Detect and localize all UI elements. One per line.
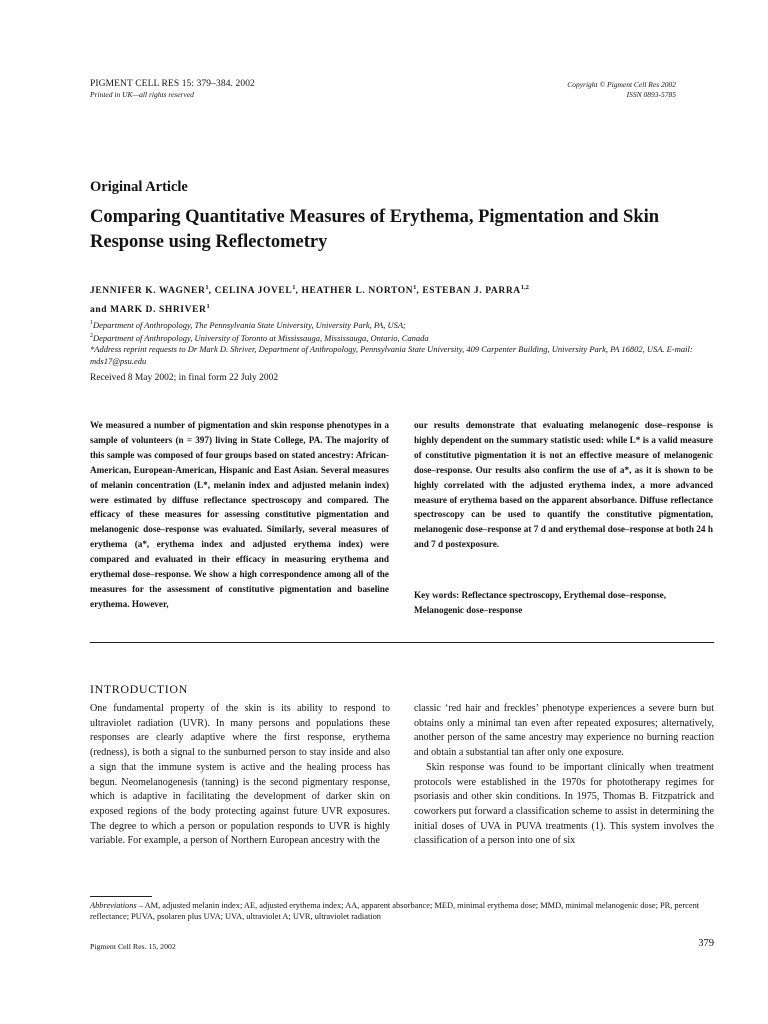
introduction-column-left: One fundamental property of the skin is its ability to respond to ultraviolet radiation (UVR). In many persons and populations these responses are clearly adaptive where the first response, erythema (redness), is both a signal to the sunburned person to stay inside and also a sign that the immune system is active and the healing process has begun. Neomelanogenesis (tanning) is the second pigmentary response, which is adaptive in facilitating the development of darker skin on exposed regions of the body protecting against future UVR exposures. The degree to which a person or population responds to UVR is highly variable. For example, a person of Northern European ancestry with the	[90, 703, 390, 847]
running-header-left	[90, 78, 410, 100]
received-dates: Received 8 May 2002; in final form 22 July 2002	[90, 373, 279, 383]
article-title	[90, 205, 690, 255]
footnote-label: Abbreviations	[90, 901, 137, 910]
affiliations	[90, 318, 718, 367]
author-list	[90, 280, 710, 318]
section-divider	[90, 642, 714, 643]
title-line-2: Response using Reflectometry	[90, 232, 328, 252]
footnote-text: – AM, adjusted melanin index; AE, adjusted erythema index; AA, apparent absorbance; MED, minimal erythema dose; MMD, minimal melanogenic dose; PR, percent reflectance; PUVA, psolaren plus UVA; UVA, ultraviolet A; UVR, ultraviolet radiation	[90, 901, 700, 922]
introduction-column-right	[414, 702, 714, 849]
author-conjunction: and	[90, 305, 108, 316]
author-affil-marker: 1	[206, 303, 210, 311]
section-heading-introduction: INTRODUCTION	[90, 682, 188, 696]
issn-note: ISSN 0893-5785	[626, 90, 676, 99]
footer-journal: Pigment Cell Res. 15, 2002	[90, 942, 176, 951]
author-name: CELINA JOVEL	[214, 286, 293, 297]
running-header-right	[440, 80, 676, 100]
footnote-divider	[90, 896, 152, 897]
article-type: Original Article	[90, 179, 188, 195]
author-name: HEATHER L. NORTON	[301, 286, 414, 297]
abstract-column-right: our results demonstrate that evaluating melanogenic dose–response is highly dependent on the summary statistic used: while L* is a valid measure of constitutive pigmentation it is not an effective measure of melanogenic dose–response. Our results also confirm the use of a*, as it is shown to be highly correlated with the adjusted erythema index, a more advanced measure of erythema based on the apparent absorbance. Diffuse reflectance spectroscopy can be used to quantify the constitutive pigmentation, melanogenic dose–response at 7 d and erythemal dose–response at both 24 h and 7 d postexposure.	[414, 420, 713, 550]
paragraph: classic ‘red hair and freckles’ phenotype experiences a severe burn but obtains only a minimal tan even after repeated exposures; alternatively, another person of the same ancestry may experience no burning reaction and obtain a substantial tan after only one exposure.	[414, 703, 714, 759]
author-name: MARK D. SHRIVER	[110, 305, 207, 316]
abstract-column-left: We measured a number of pigmentation and skin response phenotypes in a sample of volunteers (n = 397) living in State College, PA. The majority of this sample was composed of four groups based on stated ancestry: African-American, European-American, Hispanic and East Asian. Several measures of melanin concentration (L*, melanin index and adjusted melanin index) were estimated by diffuse reflectance spectroscopy and compared. The efficacy of these measures for assessing constitutive pigmentation and melanogenic dose–response was evaluated. Similarly, several measures of erythema (a*, erythema index and adjusted erythema index) were compared and evaluated in their efficacy in measuring erythema and erythemal dose–response. We show a high correspondence among all of the measures for the assessment of constitutive pigmentation and baseline erythema. However,	[90, 420, 389, 609]
journal-citation: PIGMENT CELL RES 15: 379–384. 2002	[90, 79, 255, 89]
author-name: ESTEBAN J. PARRA	[422, 286, 521, 297]
author-line-1: JENNIFER K. WAGNER$^1$, CELINA JOVEL$^1$, HEATHER L. NORTON$^1$, ESTEBAN J. PARRA$^{1,2}$	[90, 284, 529, 297]
author-line-2	[90, 299, 710, 318]
copyright-note: Copyright © Pigment Cell Res 2002	[567, 80, 676, 89]
author-affil-marker: 1,2	[520, 284, 529, 291]
author-affil-marker: 1	[205, 284, 209, 291]
author-affil-marker: 1	[413, 284, 417, 291]
author-affil-marker: 1	[292, 284, 296, 291]
title-line-1: Comparing Quantitative Measures of Erythema, Pigmentation and Skin	[90, 207, 660, 227]
keywords: Key words: Reflectance spectroscopy, Erythemal dose–response, Melanogenic dose–response	[414, 590, 667, 615]
paragraph: Skin response was found to be important clinically when treatment protocols were established in the 1970s for phototherapy regimes for psoriasis and other skin conditions. In 1975, Thomas B. Fitzpatrick and coworkers put forward a classification scheme to assist in determining the initial doses of UVA in PUVA treatments (1). This system involves the classification of a person into one of six	[414, 761, 714, 847]
affiliation-2: $^2$Department of Anthropology, University of Toronto at Mississauga, Mississauga, Ontario, Canada	[90, 333, 429, 344]
correspondence-note: *Address reprint requests to Dr Mark D. Shriver, Department of Anthropology, Pennsylvania State University, 409 Carpenter Building, University Park, PA 16802, USA. E-mail: mds17@psu.edu	[90, 344, 693, 366]
author-name: JENNIFER K. WAGNER	[90, 286, 206, 297]
abbreviations-footnote	[90, 900, 716, 923]
printed-note: Printed in UK—all rights reserved	[90, 90, 194, 99]
affiliation-1: $^1$Department of Anthropology, The Pennsylvania State University, University Park, PA, USA;	[90, 319, 406, 330]
page-number: 379	[698, 938, 714, 949]
